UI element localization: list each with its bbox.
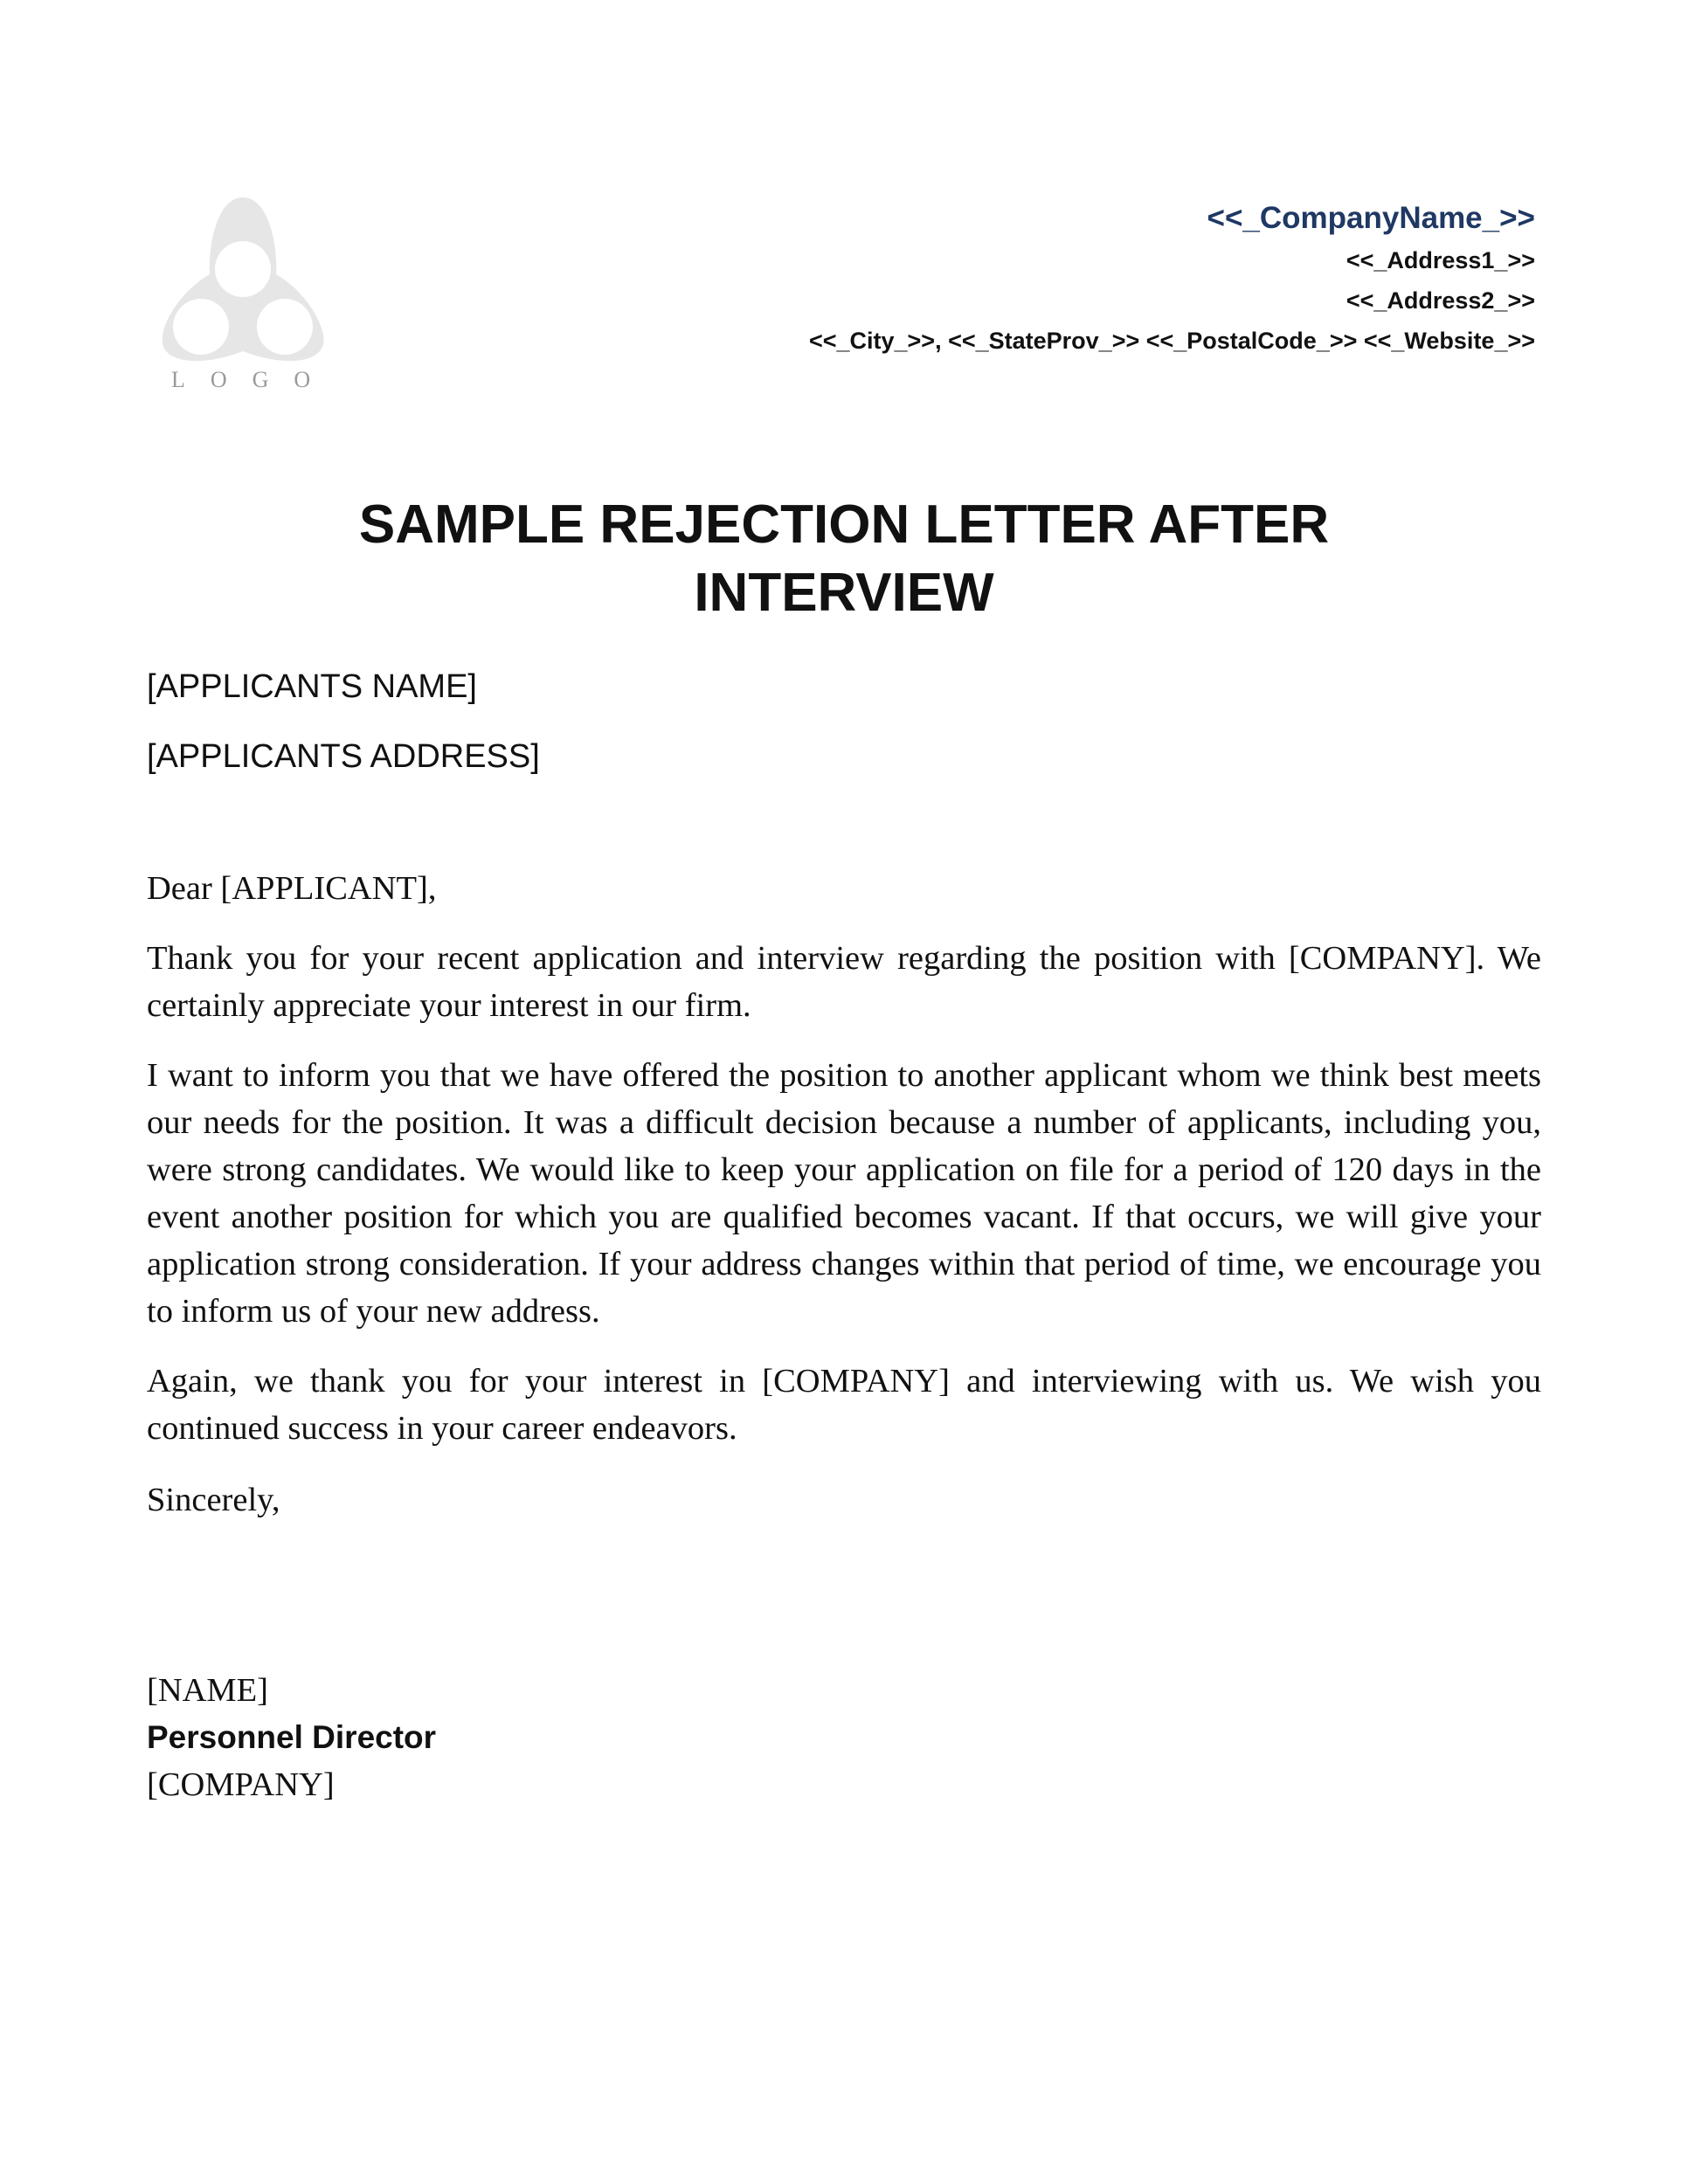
company-name: <<_CompanyName_>> <box>1207 201 1535 235</box>
signature-name: [NAME] <box>147 1672 268 1709</box>
paragraph-3-text: Again, we thank you for your interest in [COMPANY] and interviewing with us. We wish you continued success in your career endeavors. <box>147 1363 1541 1447</box>
signature-company: [COMPANY] <box>147 1766 335 1803</box>
title-line-2: INTERVIEW <box>694 563 994 623</box>
letter-paragraph-2 <box>147 1052 1541 1335</box>
paragraph-1-text: Thank you for your recent application and interview regarding the position with [COMPANY]. We certainly appreciate your interest in our firm. <box>147 940 1541 1024</box>
applicant-address: [APPLICANTS ADDRESS] <box>147 738 540 775</box>
company-address2: <<_Address2_>> <box>1346 287 1535 314</box>
paragraph-2-text: I want to inform you that we have offered the position to another applicant whom we think best meets our needs for the position. It was a difficult decision because a number of applicants, including you, were strong candidates. We would like to keep your application on file for a period of 120 days in the event another position for which you are qualified becomes vacant. If that occurs, we will give your application strong consideration. If your address changes within that period of time, we encourage you to inform us of your new address. <box>147 1057 1541 1330</box>
signature-title: Personnel Director <box>147 1719 437 1755</box>
letter-paragraph-1 <box>147 935 1541 1029</box>
company-address1: <<_Address1_>> <box>1346 247 1535 273</box>
letter-paragraph-3 <box>147 1358 1541 1452</box>
letter-title <box>149 491 1539 627</box>
salutation: Dear [APPLICANT], <box>147 870 437 907</box>
company-header <box>809 197 1535 361</box>
title-line-1: SAMPLE REJECTION LETTER AFTER <box>358 494 1330 555</box>
company-logo <box>156 194 336 395</box>
logo-mark-icon <box>156 194 330 369</box>
company-city-line: <<_City_>>, <<_StateProv_>> <<_PostalCode_>> <<_Website_>> <box>808 328 1535 354</box>
applicant-name: [APPLICANTS NAME] <box>147 668 477 705</box>
logo-text: LOGO <box>171 367 336 392</box>
closing: Sincerely, <box>147 1482 280 1518</box>
